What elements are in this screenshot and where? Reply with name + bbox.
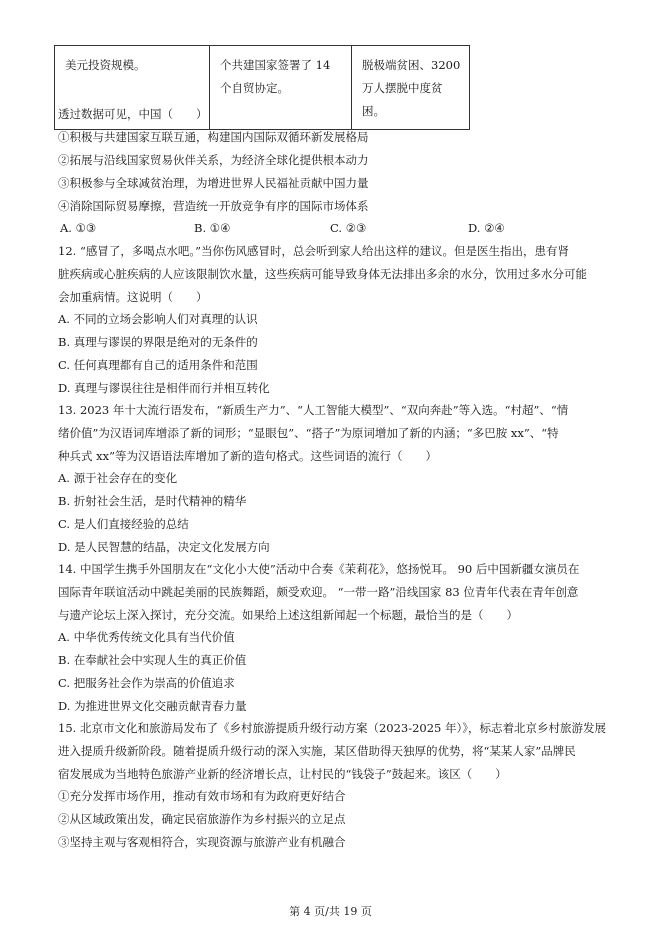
option-c[interactable]: C. 把服务社会作为崇高的价值追求: [58, 676, 235, 690]
option-b[interactable]: B. 真理与谬误的界限是绝对的无条件的: [58, 335, 258, 349]
table-cell: 个共建国家签署了 14 个自贸协定。: [210, 46, 352, 130]
option-d[interactable]: D. ②④: [468, 221, 505, 235]
question-text: 种兵式 xx”等为汉语语法库增加了新的造句格式。这些词语的流行（ ）: [58, 449, 438, 463]
statement-item: ②从区域政策出发，确定民宿旅游作为乡村振兴的立足点: [58, 812, 346, 826]
answer-options: [58, 217, 618, 239]
question-stem: 透过数据可见，中国（ ）: [58, 107, 208, 121]
statement-item: ①充分发挥市场作用，推动有效市场和有为政府更好结合: [58, 789, 346, 803]
option-b[interactable]: B. ①④: [194, 221, 231, 235]
question-text: 13. 2023 年十大流行语发布，“新质生产力”、“人工智能大模型”、“双向奔赴”等入选。“村超”、“情: [58, 403, 569, 417]
statement-item: ④消除国际贸易摩擦，营造统一开放竞争有序的国际市场体系: [58, 199, 369, 213]
option-b[interactable]: B. 折射社会生活，是时代精神的精华: [58, 494, 247, 508]
option-c[interactable]: C. 任何真理都有自己的适用条件和范围: [58, 358, 258, 372]
question-text: 宿发展成为当地特色旅游产业新的经济增长点，让村民的“钱袋子”鼓起来。该区（ ）: [58, 767, 507, 781]
option-a[interactable]: A. ①③: [60, 221, 97, 235]
question-text: 与遗产论坛上深入探讨，充分交流。如果给上述这组新闻起一个标题，最恰当的是（ ）: [58, 608, 518, 622]
statement-item: ③坚持主观与客观相符合，实现资源与旅游产业有机融合: [58, 835, 346, 849]
option-c[interactable]: C. 是人们直接经验的总结: [58, 517, 189, 531]
question-text: 进入提质升级新阶段。随着提质升级行动的深入实施，某区借助得天独厚的优势，将“某某人家”品牌民: [58, 744, 576, 758]
statement-item: ①积极与共建国家互联互通，构建国内国际双循环新发展格局: [58, 130, 369, 144]
option-a[interactable]: A. 不同的立场会影响人们对真理的认识: [58, 312, 258, 326]
option-d[interactable]: D. 真理与谬误往往是相伴而行并相互转化: [58, 381, 270, 395]
question-text: 15. 北京市文化和旅游局发布了《乡村旅游提质升级行动方案（2023-2025 年）》，标志着北京乡村旅游发展: [58, 721, 607, 735]
question-text: 国际青年联谊活动中跳起美丽的民族舞蹈，颇受欢迎。 “一带一路”沿线国家 83 位青年代表在青年创意: [58, 585, 579, 599]
question-text: 脏疾病或心脏疾病的人应该限制饮水量，这些疾病可能导致身体无法排出多余的水分，饮用过多水分可能: [58, 267, 587, 281]
option-a[interactable]: A. 中华优秀传统文化具有当代价值: [58, 630, 235, 644]
statement-item: ②拓展与沿线国家贸易伙伴关系，为经济全球化提供根本动力: [58, 153, 369, 167]
table-cell: 脱极端贫困、3200 万人摆脱中度贫困。: [352, 46, 470, 130]
option-d[interactable]: D. 为推进世界文化交融贡献青春力量: [58, 699, 247, 713]
question-text: 14. 中国学生携手外国朋友在“文化小大使”活动中合奏《茉莉花》，悠扬悦耳。 90 后中国新疆女演员在: [58, 562, 580, 576]
page-number: 第 4 页/共 19 页: [289, 905, 372, 918]
question-text: 会加重病情。这说明（ ）: [58, 290, 208, 304]
option-a[interactable]: A. 源于社会存在的变化: [58, 471, 178, 485]
option-d[interactable]: D. 是人民智慧的结晶，决定文化发展方向: [58, 540, 270, 554]
question-text: 绪价值”为汉语词库增添了新的词形；“显眼包”、“搭子”为原词增加了新的内涵；“多巴胺 xx”、“特: [58, 426, 559, 440]
option-b[interactable]: B. 在奉献社会中实现人生的真正价值: [58, 653, 247, 667]
table-cell: 美元投资规模。: [55, 46, 210, 130]
option-c[interactable]: C. ②③: [330, 221, 367, 235]
question-text: 12. “感冒了，多喝点水吧。”当你伤风感冒时，总会听到家人给出这样的建议。但是医生指出，患有肾: [58, 244, 569, 258]
statement-item: ③积极参与全球减贫治理，为增进世界人民福祉贡献中国力量: [58, 176, 369, 190]
